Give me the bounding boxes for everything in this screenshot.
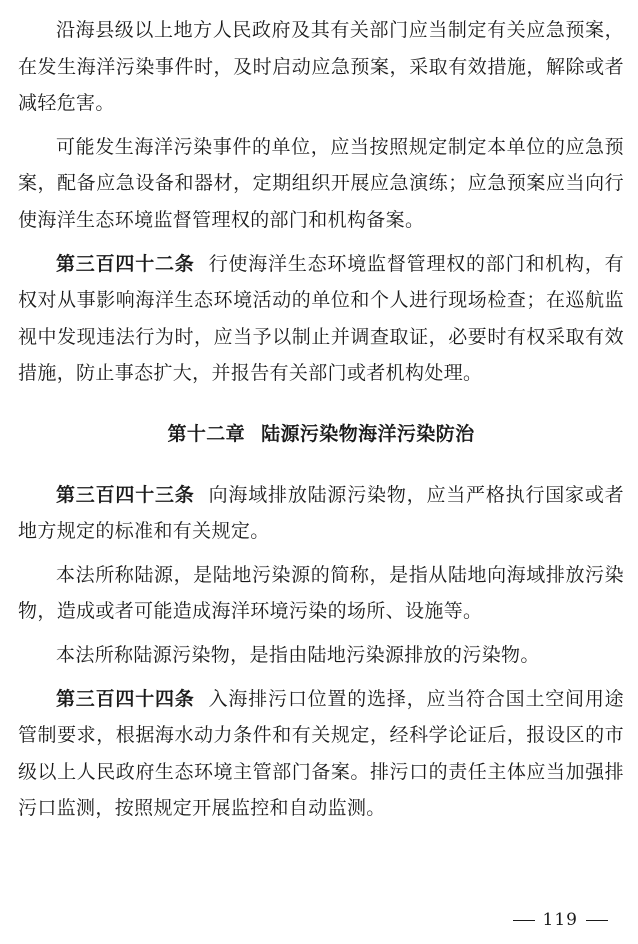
chapter-heading bbox=[18, 416, 624, 453]
chapter-heading-block bbox=[18, 392, 624, 477]
article-text: 向海域排放陆源污染物，应当严格执行国家或者地方规定的标准和有关规定。 bbox=[18, 483, 625, 543]
document-page bbox=[18, 12, 624, 827]
paragraph: 可能发生海洋污染事件的单位，应当按照规定制定本单位的应急预案，配备应急设备和器材，定期组织开展应急演练；应急预案应当向行使海洋生态环境监督管理权的部门和机构备案。 bbox=[18, 135, 624, 231]
article-label: 第三百四十三条 bbox=[56, 483, 195, 506]
article-label: 第三百四十四条 bbox=[56, 687, 195, 710]
article-344 bbox=[18, 681, 624, 827]
chapter-title: 陆源污染物海洋污染防治 bbox=[261, 422, 475, 445]
page-number: 119 bbox=[542, 910, 578, 930]
article-342 bbox=[18, 246, 624, 392]
paragraph: 沿海县级以上地方人民政府及其有关部门应当制定有关应急预案，在发生海洋污染事件时，及时启动应急预案，采取有效措施，解除或者减轻危害。 bbox=[18, 19, 624, 115]
page-footer bbox=[505, 910, 616, 930]
paragraph: 本法所称陆源污染物，是指由陆地污染源排放的污染物。 bbox=[56, 643, 540, 666]
chapter-number: 第十二章 bbox=[167, 422, 246, 445]
paragraph: 本法所称陆源，是陆地污染源的简称，是指从陆地向海域排放污染物，造成或者可能造成海洋环境污染的场所、设施等。 bbox=[18, 563, 624, 623]
article-label: 第三百四十二条 bbox=[56, 252, 195, 275]
article-text: 入海排污口位置的选择，应当符合国土空间用途管制要求，根据海水动力条件和有关规定，经科学论证后，报设区的市级以上人民政府生态环境主管部门备案。排污口的责任主体应当加强排污口监测，按照规定开展监控和自动监测。 bbox=[18, 687, 625, 820]
footer-dash-left bbox=[513, 920, 535, 921]
article-text: 行使海洋生态环境监督管理权的部门和机构，有权对从事影响海洋生态环境活动的单位和个人进行现场检查；在巡航监视中发现违法行为时，应当予以制止并调查取证，必要时有权采取有效措施，防止事态扩大，并报告有关部门或者机构处理。 bbox=[18, 252, 625, 385]
article-343 bbox=[18, 477, 624, 550]
footer-dash-right bbox=[586, 920, 608, 921]
